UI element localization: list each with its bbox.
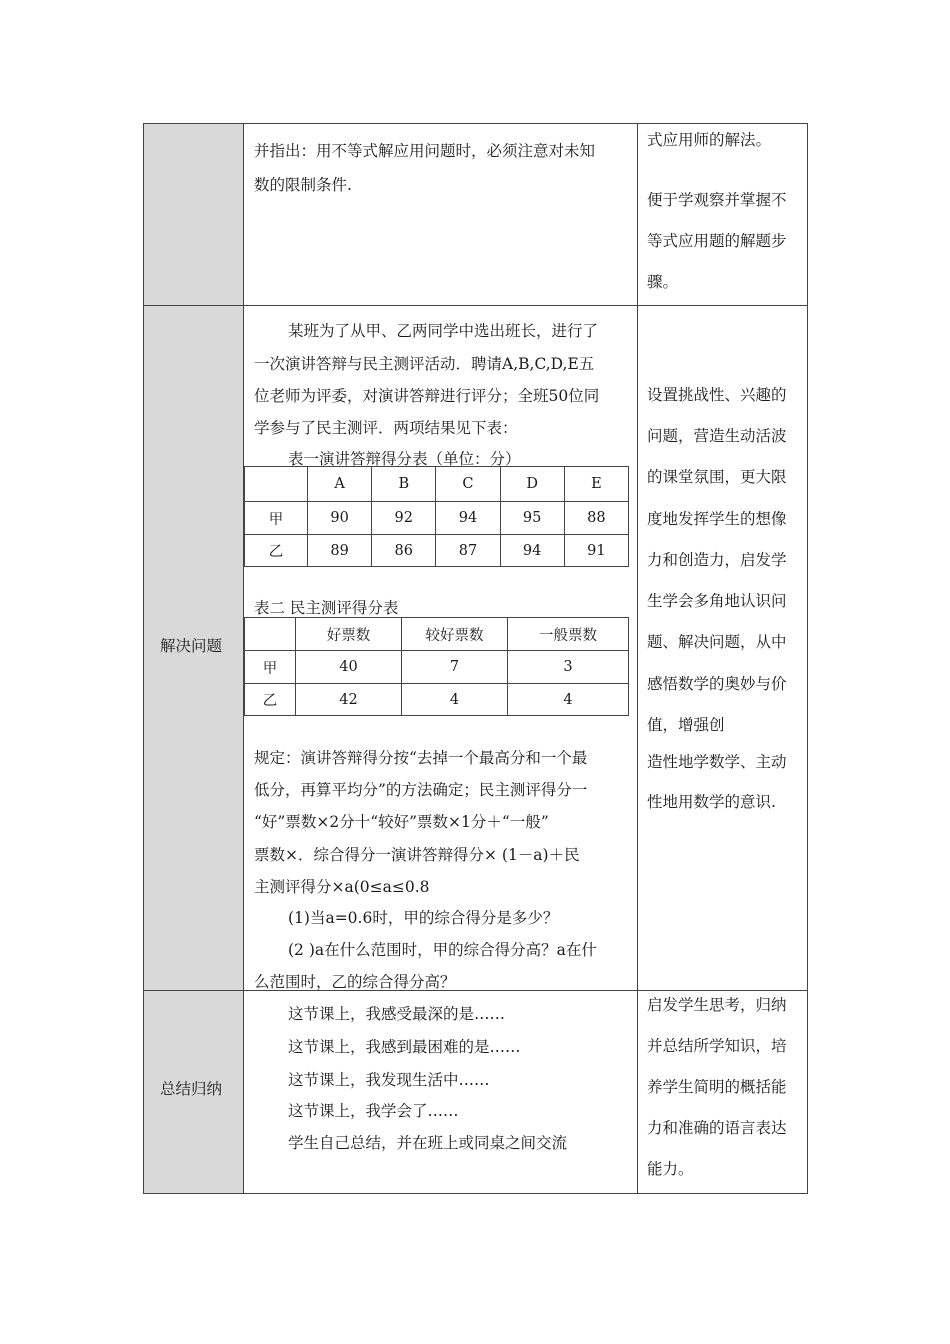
table-cell: 42 — [296, 684, 402, 716]
table-cell: 88 — [564, 502, 628, 535]
table-header-cell: E — [564, 467, 628, 502]
table-cell: 3 — [508, 651, 629, 684]
row0-middle-line: 数的限制条件. — [254, 176, 352, 194]
row2-right-line: 力和准确的语言表达 — [647, 1119, 787, 1137]
row1-right-line: 值，增强创 — [647, 716, 725, 734]
summary-line: 学生自己总结，并在班上或同桌之间交流 — [288, 1134, 568, 1152]
rule-line: 主测评得分×a(0≤a≤0.8 — [254, 878, 430, 896]
table-header-cell: 好票数 — [296, 618, 402, 651]
rule-line: 规定：演讲答辩得分按“去掉一个最高分和一个最 — [254, 749, 588, 767]
table-row-label: 乙 — [245, 684, 296, 716]
table-row-label: 乙 — [245, 535, 308, 567]
row1-right-line: 感悟数学的奥妙与价 — [647, 675, 787, 693]
col-border-left — [143, 123, 144, 1194]
rule-line: “好”票数×2分十“较好”票数×1分＋“一般” — [254, 813, 549, 831]
row0-right-line: 骤。 — [647, 273, 679, 291]
table-cell: 92 — [372, 502, 436, 535]
table-row-label: 甲 — [245, 502, 308, 535]
table-cell: 4 — [508, 684, 629, 716]
table-cell: 86 — [372, 535, 436, 567]
row2-right-line: 能力。 — [647, 1160, 694, 1178]
row1-right-line: 度地发挥学生的想像 — [647, 510, 787, 528]
table-cell: 95 — [500, 502, 564, 535]
row2-right-line: 并总结所学知识，培 — [647, 1037, 787, 1055]
row1-right-line: 造性地学数学、主动 — [647, 753, 787, 771]
row-label-summary: 总结归纳 — [160, 1080, 223, 1098]
row-label-solve: 解决问题 — [160, 637, 223, 655]
row0-right-line: 便于学观察并掌握不 — [647, 191, 787, 209]
democratic-vote-table — [244, 617, 629, 716]
table-header-cell: D — [500, 467, 564, 502]
table1-caption: 表一演讲答辩得分表（单位：分） — [288, 450, 521, 468]
row0-middle-line: 并指出：用不等式解应用问题时，必须注意对未知 — [254, 142, 596, 160]
table-cell: 94 — [436, 502, 500, 535]
table-header-cell: A — [308, 467, 372, 502]
row2-right-line: 养学生简明的概括能 — [647, 1078, 787, 1096]
problem-intro-line: 某班为了从甲、乙两同学中选出班长，进行了 — [288, 322, 599, 340]
table-header-cell: B — [372, 467, 436, 502]
row2-right-line: 启发学生思考，归纳 — [647, 996, 787, 1014]
col-border-2 — [637, 123, 638, 1194]
problem-intro-line: 学参与了民主测评．两项结果见下表： — [254, 419, 518, 437]
table-header-cell: C — [436, 467, 500, 502]
row1-right-line: 设置挑战性、兴趣的 — [647, 386, 787, 404]
question-2-line: 么范围时，乙的综合得分高？ — [254, 973, 456, 991]
row1-right-line: 题、解决问题，从中 — [647, 633, 787, 651]
problem-intro-line: 位老师为评委，对演讲答辩进行评分；全班50位同 — [254, 387, 600, 405]
table-cell: 90 — [308, 502, 372, 535]
table-cell: 94 — [500, 535, 564, 567]
question-1: (1)当a=0.6时，甲的综合得分是多少？ — [288, 909, 559, 927]
table-cell: 89 — [308, 535, 372, 567]
rule-line: 低分，再算平均分”的方法确定；民主测评得分一 — [254, 781, 588, 799]
table-cell: 91 — [564, 535, 628, 567]
table-cell: 40 — [296, 651, 402, 684]
rule-line: 票数×．综合得分一演讲答辩得分× (1－a)＋民 — [254, 846, 580, 864]
summary-line: 这节课上，我感到最困难的是…… — [288, 1038, 521, 1056]
row0-right-line: 等式应用题的解题步 — [647, 232, 787, 250]
row1-right-line: 的课堂氛围，更大限 — [647, 468, 787, 486]
table-row-label: 甲 — [245, 651, 296, 684]
row1-right-line: 力和创造力，启发学 — [647, 551, 787, 569]
row1-right-line: 问题，营造生动活波 — [647, 427, 787, 445]
row0-right-line: 式应用师的解法。 — [647, 131, 772, 149]
summary-line: 这节课上，我感受最深的是…… — [288, 1005, 506, 1023]
table-header-cell: 较好票数 — [402, 618, 508, 651]
speech-score-table — [244, 466, 629, 567]
table-cell — [245, 467, 308, 502]
label-column-bg — [144, 124, 243, 1193]
table-header-cell: 一般票数 — [508, 618, 629, 651]
table-cell: 87 — [436, 535, 500, 567]
table-cell: 4 — [402, 684, 508, 716]
problem-intro-line: 一次演讲答辩与民主测评活动．聘请A,B,C,D,E五 — [254, 355, 595, 373]
table2-caption: 表二 民主测评得分表 — [254, 599, 399, 617]
summary-line: 这节课上，我学会了…… — [288, 1102, 459, 1120]
row1-right-line: 性地用数学的意识. — [647, 793, 776, 811]
question-2-line: (2 )a在什么范围时，甲的综合得分高？a在什 — [288, 941, 597, 959]
row1-right-line: 生学会多角地认识问 — [647, 592, 787, 610]
table-cell: 7 — [402, 651, 508, 684]
summary-line: 这节课上，我发现生活中…… — [288, 1071, 490, 1089]
col-border-right — [807, 123, 808, 1194]
table-cell — [245, 618, 296, 651]
